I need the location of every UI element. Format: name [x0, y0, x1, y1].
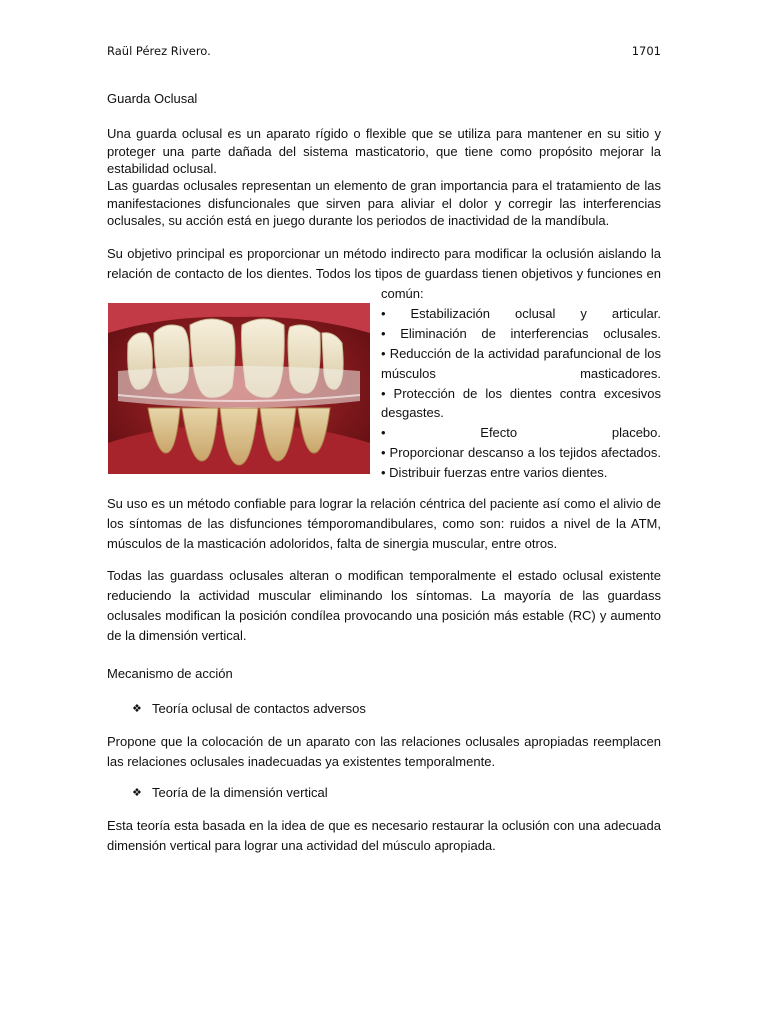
occlusal-guard-photo	[108, 303, 370, 474]
page-header	[107, 44, 661, 58]
list-item: • Estabilización oclusal y articular.	[381, 305, 661, 321]
list-item: • Distribuir fuerzas entre varios dientes.	[381, 465, 608, 481]
diamond-bullet-icon: ❖	[132, 702, 142, 715]
paragraph-effects: Todas las guardass oclusales alteran o modifican temporalmente el estado oclusal existente reduciendo la actividad muscular eliminando los síntomas. La mayoría de las guardass oclusales modifican la posición condílea provocando una posición más estable (RC) y aumento de la dimensión vertical.	[107, 568, 661, 643]
list-item: • Reducción de la actividad parafuncional de los	[381, 345, 661, 361]
paragraph-importance: Las guardas oclusales representan un elemento de gran importancia para el tratamiento de las manifestaciones disfuncionales que sirven para aliviar el dolor y corregir las interferencias oclusales, su acción está en juego durante los periodos de inactividad de la mandíbula.	[107, 178, 661, 228]
subheading-label: Teoría de la dimensión vertical	[152, 785, 328, 800]
list-item: • Proporcionar descanso a los tejidos afectados.	[381, 445, 661, 461]
list-item: desgastes.	[381, 405, 444, 421]
list-item: común:	[381, 286, 424, 301]
subheading-theory-adverse-contacts	[132, 701, 366, 716]
list-item: • Eliminación de interferencias oclusales.	[381, 325, 661, 341]
author-name: Raül Pérez Rivero.	[107, 44, 211, 58]
paragraph-objective-line2: relación de contacto de los dientes. Todos los tipos de guardass tienen objetivos y funciones en	[107, 266, 661, 281]
page-number: 1701	[631, 44, 661, 58]
paragraph-theory2: Esta teoría esta basada en la idea de que es necesario restaurar la oclusión con una adecuada dimensión vertical para lograr una actividad del músculo apropiada.	[107, 818, 661, 853]
diamond-bullet-icon: ❖	[132, 786, 142, 799]
subheading-theory-vertical-dimension	[132, 785, 328, 800]
paragraph-theory1: Propone que la colocación de un aparato con las relaciones oclusales apropiadas reemplacen las relaciones oclusales inadecuadas ya existentes temporalmente.	[107, 734, 661, 769]
paragraph-usage: Su uso es un método confiable para lograr la relación céntrica del paciente así como el alivio de los síntomas de las disfunciones témporomandibulares, como son: ruidos a nivel de la ATM, músculos de la masticación adoloridos, falta de sinergia muscular, entre otros.	[107, 496, 661, 551]
list-item: • Efecto placebo.	[381, 425, 661, 441]
objectives-list	[381, 284, 661, 483]
section-heading-mechanism: Mecanismo de acción	[107, 666, 233, 681]
list-item: músculos masticadores.	[381, 365, 661, 381]
list-item: • Protección de los dientes contra excesivos	[381, 385, 661, 401]
paragraph-definition: Una guarda oclusal es un aparato rígido o flexible que se utiliza para mantener en su sitio y proteger una parte dañada del sistema masticatorio, que tiene como propósito mejorar la estabilidad oclusal.	[107, 126, 661, 176]
subheading-label: Teoría oclusal de contactos adversos	[152, 701, 366, 716]
paragraph-objective-line1: Su objetivo principal es proporcionar un método indirecto para modificar la oclusión aislando la	[107, 246, 661, 261]
document-title: Guarda Oclusal	[107, 91, 198, 106]
